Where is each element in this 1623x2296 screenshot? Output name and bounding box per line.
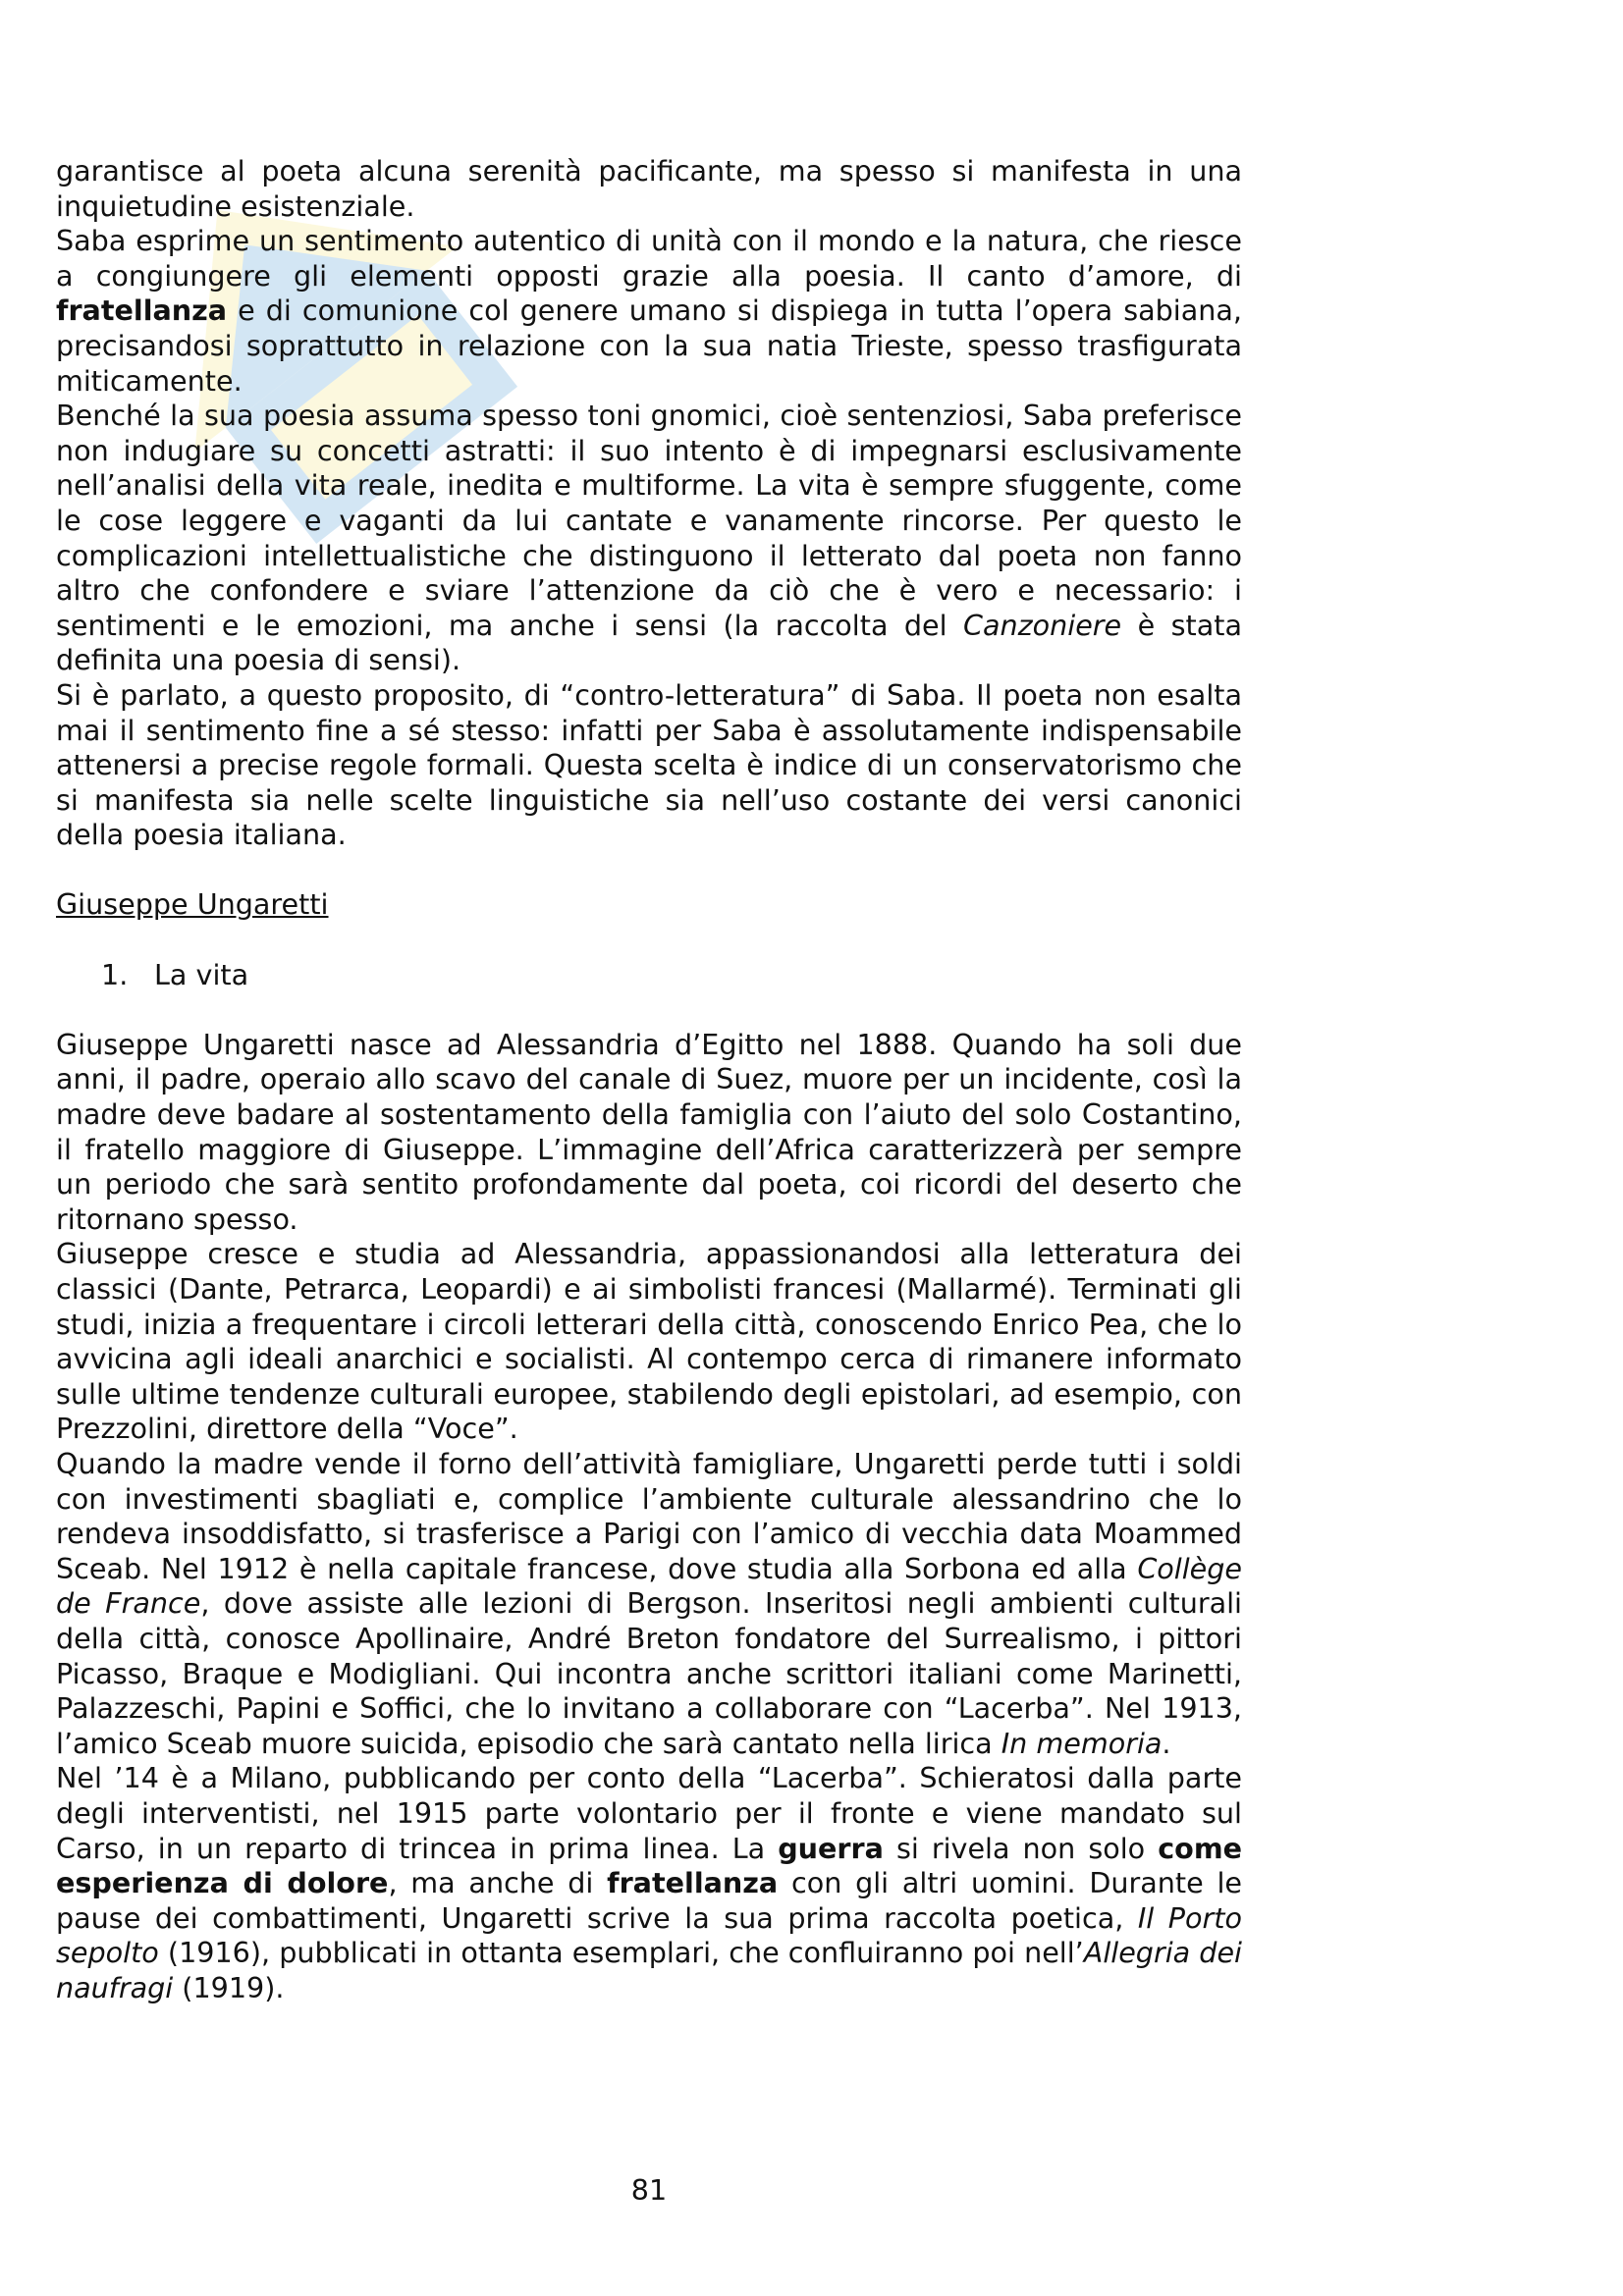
italic-college-de-france: Collège de France bbox=[56, 1551, 1242, 1621]
italic-canzoniere: Canzoniere bbox=[963, 608, 1122, 642]
paragraph-7: Quando la madre vende il forno dell’attività famigliare, Ungaretti perde tutti i soldi con investimenti sbagliati e, complice l’ambiente culturale alessandrino che lo rendeva insoddisfatto, si trasferisce a Parigi con l’amico di vecchia data Moammed Sceab. Nel 1912 è nella capitale francese, dove studia alla Sorbona ed alla Collège de France, dove assiste alle lezioni di Bergson. Inseritosi negli ambienti culturali della città, conosce Apollinaire, André Breton fondatore del Surrealismo, i pittori Picasso, Braque e Modigliani. Qui incontra anche scrittori italiani come Marinetti, Palazzeschi, Papini e Soffici, che lo invitano a collaborare con “Lacerba”. Nel 1913, l’amico Sceab muore suicida, episodio che sarà cantato nella lirica In memoria. bbox=[56, 1446, 1242, 1760]
paragraph-6: Giuseppe cresce e studia ad Alessandria, appassionandosi alla letteratura dei classici (Dante, Petrarca, Leopardi) e ai simbolisti francesi (Mallarmé). Terminati gli studi, inizia a frequentare i circoli letterari della città, conoscendo Enrico Pea, che lo avvicina agli ideali anarchici e socialisti. Al contempo cerca di rimanere informato sulle ultime tendenze culturali europee, stabilendo degli epistolari, ad esempio, con Prezzolini, direttore della “Voce”. bbox=[56, 1237, 1242, 1446]
paragraph-4: Si è parlato, a questo proposito, di “contro-letteratura” di Saba. Il poeta non esalta mai il sentimento fine a sé stesso: infatti per Saba è assolutamente indispensabile attenersi a precise regole formali. Questa scelta è indice di un conservatorismo che si manifesta sia nelle scelte linguistiche sia nell’uso costante dei versi canonici della poesia italiana. bbox=[56, 677, 1242, 852]
bold-fratellanza: fratellanza bbox=[56, 294, 228, 328]
paragraph-5: Giuseppe Ungaretti nasce ad Alessandria d’Egitto nel 1888. Quando ha soli due anni, il padre, operaio allo scavo del canale di Suez, muore per un incidente, così la madre deve badare al sostentamento della famiglia con l’aiuto del solo Costantino, il fratello maggiore di Giuseppe. L’immagine dell’Africa caratterizzerà per sempre un periodo che sarà sentito profondamente dal poeta, coi ricordi del deserto che ritornano spesso. bbox=[56, 1027, 1242, 1236]
spacer bbox=[56, 923, 1242, 958]
spacer bbox=[56, 992, 1242, 1028]
spacer bbox=[56, 853, 1242, 888]
bold-fratellanza-2: fratellanza bbox=[607, 1866, 779, 1900]
bold-esperienza-dolore: come esperienza di dolore bbox=[56, 1831, 1242, 1900]
italic-in-memoria: In memoria bbox=[1001, 1726, 1163, 1760]
paragraph-8: Nel ’14 è a Milano, pubblicando per conto della “Lacerba”. Schieratosi dalla parte degli interventisti, nel 1915 parte volontario per il fronte e viene mandato sul Carso, in un reparto di trincea in prima linea. La guerra si rivela non solo come esperienza di dolore, ma anche di fratellanza con gli altri uomini. Durante le pause dei combattimenti, Ungaretti scrive la sua prima raccolta poetica, Il Porto sepolto (1916), pubblicati in ottanta esemplari, che confluiranno poi nell’Allegria dei naufragi (1919). bbox=[56, 1761, 1242, 2004]
section-heading: Giuseppe Ungaretti bbox=[56, 887, 329, 922]
list-label: La vita bbox=[154, 957, 249, 991]
list-item-la-vita bbox=[56, 958, 1242, 993]
list-number: 1. bbox=[101, 957, 129, 991]
paragraph-2: Saba esprime un sentimento autentico di unità con il mondo e la natura, che riesce a congiungere gli elementi opposti grazie alla poesia. Il canto d’amore, di fratellanza e di comunione col genere umano si dispiega in tutta l’opera sabiana, precisandosi soprattutto in relazione con la sua natia Trieste, spesso trasfigurata miticamente. bbox=[56, 224, 1242, 398]
page-number: 81 bbox=[630, 2173, 668, 2207]
paragraph-1: garantisce al poeta alcuna serenità pacificante, ma spesso si manifesta in una inquietudine esistenziale. bbox=[56, 154, 1242, 223]
bold-guerra: guerra bbox=[778, 1831, 884, 1865]
italic-allegria-naufragi: Allegria dei naufragi bbox=[56, 1936, 1242, 2004]
page-content bbox=[56, 154, 1242, 2005]
italic-porto-sepolto: Il Porto sepolto bbox=[56, 1900, 1242, 1970]
paragraph-3: Benché la sua poesia assuma spesso toni gnomici, cioè sentenziosi, Saba preferisce non indugiare su concetti astratti: il suo intento è di impegnarsi esclusivamente nell’analisi della vita reale, inedita e multiforme. La vita è sempre sfuggente, come le cose leggere e vaganti da lui cantate e vanamente rincorse. Per questo le complicazioni intellettualistiche che distinguono il letterato dal poeta non fanno altro che confondere e sviare l’attenzione da ciò che è vero e necessario: i sentimenti e le emozioni, ma anche i sensi (la raccolta del Canzoniere è stata definita una poesia di sensi). bbox=[56, 399, 1242, 677]
